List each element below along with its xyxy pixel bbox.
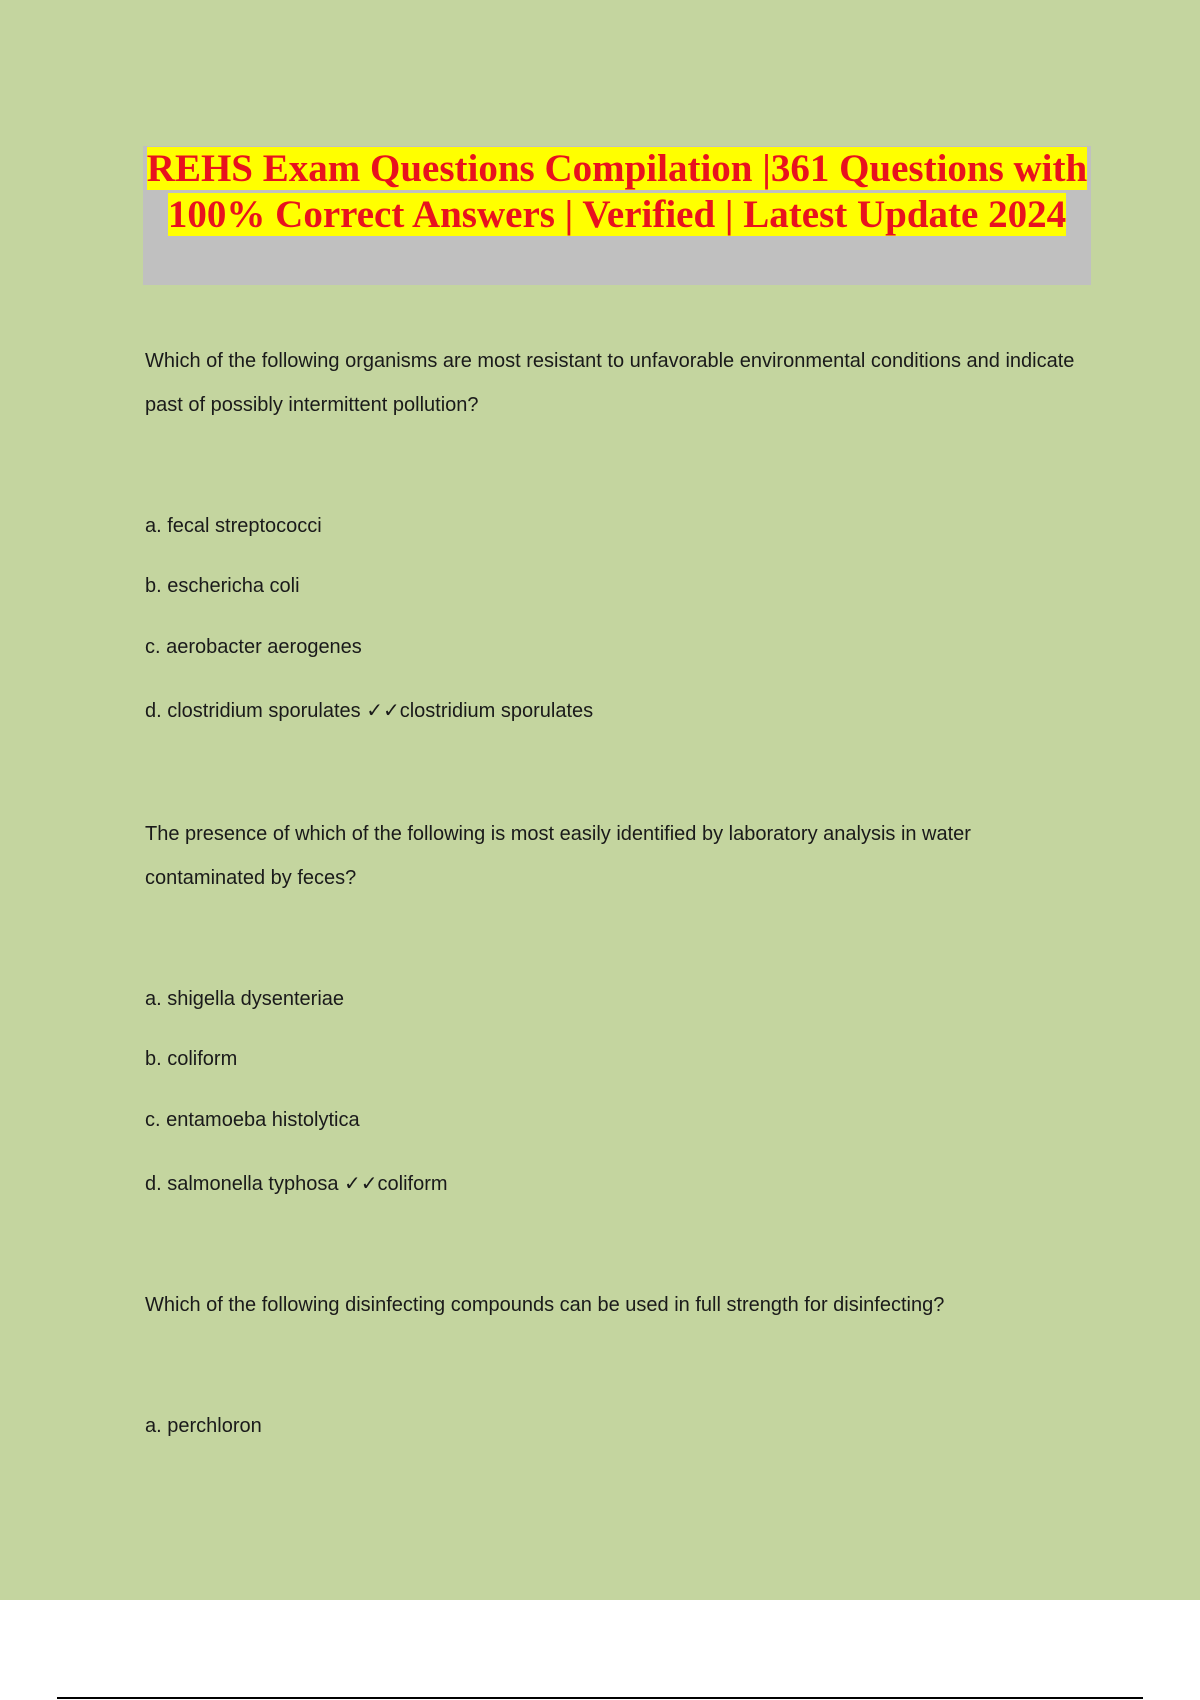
question-1-option-d: d. clostridium sporulates ✓✓clostridium sporulates xyxy=(145,700,594,722)
question-1-text: Which of the following organisms are most resistant to unfavorable environmental conditions and indicate past of possibly intermittent pollution? xyxy=(145,350,1075,416)
question-2-option-c: c. entamoeba histolytica xyxy=(145,1109,360,1131)
question-2-option-d: d. salmonella typhosa ✓✓coliform xyxy=(145,1173,448,1195)
question-1-option-a: a. fecal streptococci xyxy=(145,515,322,537)
document-title: REHS Exam Questions Compilation |361 Questions with 100% Correct Answers | Verified | Latest Update 2024 xyxy=(146,147,1088,236)
question-2-text: The presence of which of the following is most easily identified by laboratory analysis in water contaminated by feces? xyxy=(145,823,971,889)
footer-divider xyxy=(57,1697,1143,1699)
question-1-option-b: b. eschericha coli xyxy=(145,575,300,597)
question-3-text: Which of the following disinfecting compounds can be used in full strength for disinfecting? xyxy=(145,1294,945,1316)
question-1-option-c: c. aerobacter aerogenes xyxy=(145,636,362,658)
document-title-banner xyxy=(143,146,1091,285)
question-2-option-b: b. coliform xyxy=(145,1048,238,1070)
question-3-option-a: a. perchloron xyxy=(145,1415,262,1437)
question-2-option-a: a. shigella dysenteriae xyxy=(145,988,345,1010)
